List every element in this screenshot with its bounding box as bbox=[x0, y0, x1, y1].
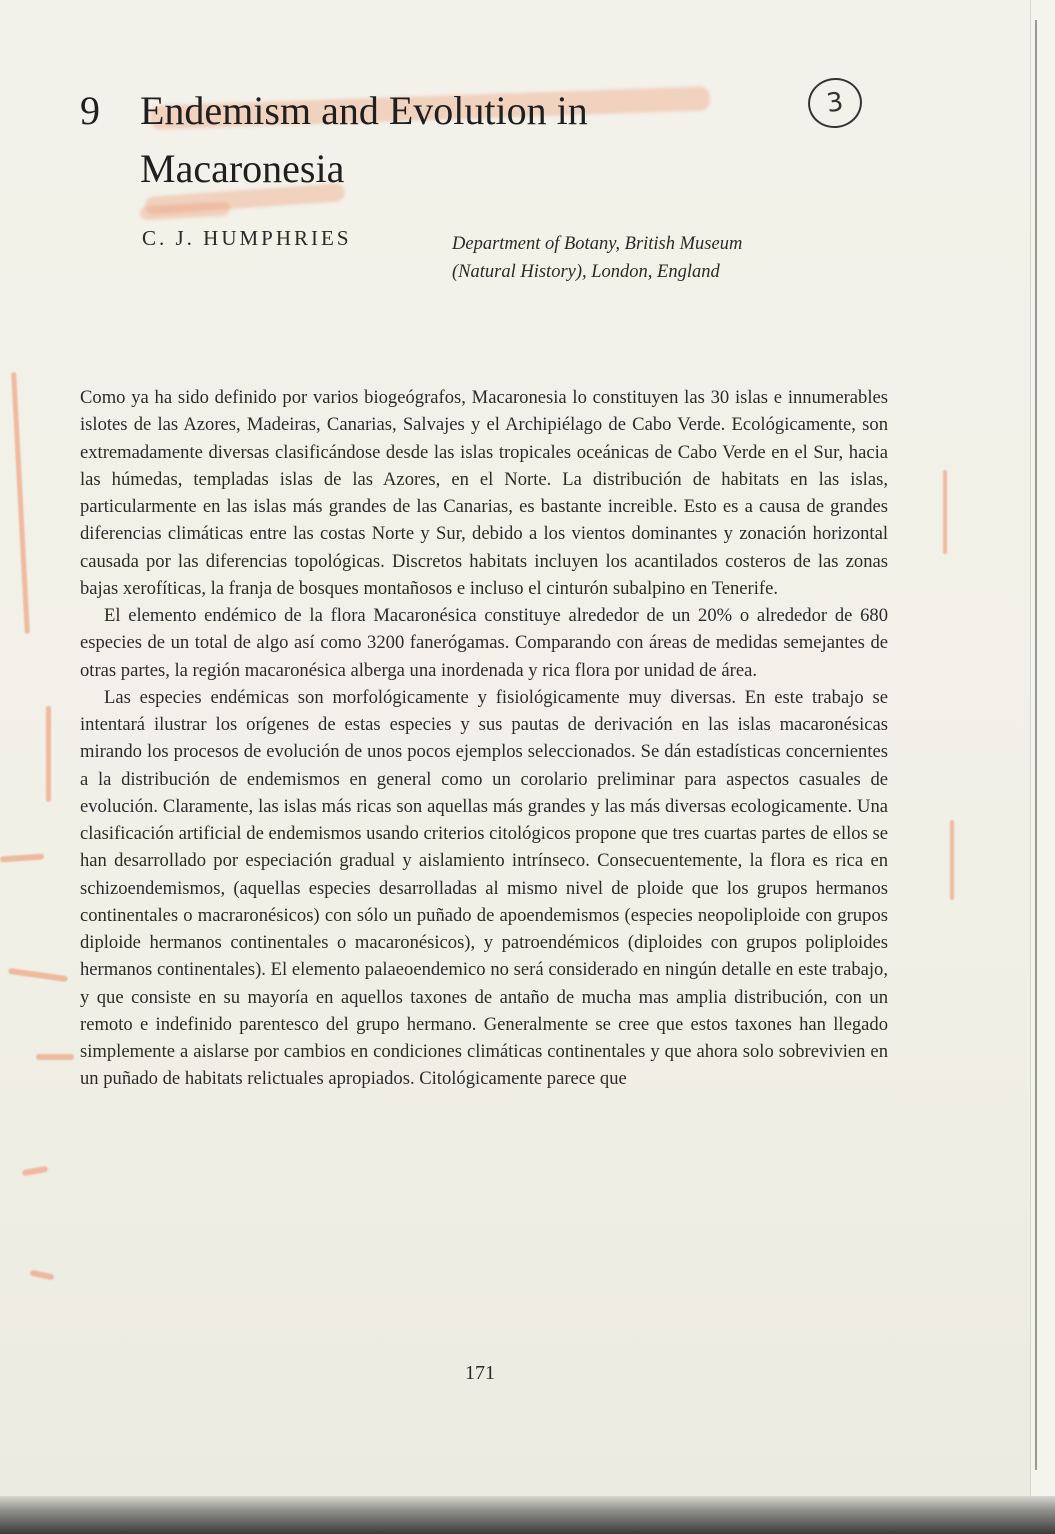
margin-mark-right-1 bbox=[943, 470, 947, 554]
chapter-title bbox=[80, 82, 720, 198]
author-affiliation bbox=[452, 230, 852, 286]
affiliation-line1: Department of Botany, British Museum bbox=[452, 234, 743, 254]
paragraph-2: El elemento endémico de la flora Macaronésica constituye alrededor de un 20% o alrededor de 680 especies de un total de algo así como 3200 fanerógamas. Comparando con áreas de medidas semejantes de otras partes, la región macaronésica alberga una inordenada y rica flora por unidad de área. bbox=[80, 605, 888, 681]
author-name: C. J. HUMPHRIES bbox=[142, 226, 352, 250]
circled-number-annotation: 3 bbox=[805, 74, 865, 131]
chapter-title-line1: Endemism and Evolution in bbox=[140, 88, 588, 133]
margin-mark-left-2 bbox=[46, 706, 51, 802]
margin-mark-h-4 bbox=[22, 1166, 49, 1176]
scan-bottom-edge bbox=[0, 1496, 1055, 1534]
margin-mark-h-2 bbox=[8, 968, 68, 982]
affiliation-line2: (Natural History), London, England bbox=[452, 262, 720, 282]
margin-mark-h-5 bbox=[30, 1270, 55, 1281]
body-text bbox=[80, 384, 888, 1093]
scan-edge-line bbox=[1035, 20, 1037, 1470]
margin-mark-left-1 bbox=[11, 372, 30, 634]
margin-mark-h-1 bbox=[0, 853, 44, 862]
chapter-number: 9 bbox=[80, 88, 100, 133]
margin-mark-right-2 bbox=[950, 820, 954, 900]
paragraph-3: Las especies endémicas son morfológicamente y fisiológicamente muy diversas. En este trabajo se intentará ilustrar los orígenes de estas especies y sus pautas de derivación en las islas macaronésicas mirando los procesos de evolución de unos pocos ejemplos seleccionados. Se dán estadísticas concernientes a la distribución de endemismos en general como un corolario preliminar para aspectos casuales de evolución. Claramente, las islas más ricas son aquellas más grandes y las más diversas ecologicamente. Una clasificación artificial de endemismos usando criterios citológicos propone que tres cuartas partes de ellos se han desarrollado por especiación gradual y aislamiento intrínseco. Consecuentemente, la flora es rica en schizoendemismos, (aquellas especies desarrolladas al mismo nivel de ploide que los grupos hermanos continentales o macraronésicos) con sólo un puñado de apoendemismos (especies neopoliploide con grupos diploide hermanos continentales o macaronésicos), y patroendémicos (diploides con grupos poliploides hermanos continentales). El elemento palaeoendemico no será considerado en ningún detalle en este trabajo, y que consiste en su mayoría en aquellos taxones de antaño de mucha mas amplia distribución, con un remoto e indefinido parentesco del grupo hermano. Generalmente se cree que estos taxones han llegado simplemente a aislarse por cambios en condiciones climáticas continentales y que ahora solo sobrevivien en un puñado de habitats relictuales apropiados. Citológicamente parece que bbox=[80, 686, 888, 1090]
chapter-title-line2: Macaronesia bbox=[140, 146, 345, 191]
margin-mark-h-3 bbox=[36, 1054, 74, 1060]
paragraph-1: Como ya ha sido definido por varios biogeógrafos, Macaronesia lo constituyen las 30 islas e innumerables islotes de las Azores, Madeiras, Canarias, Salvajes y el Archipiélago de Cabo Verde. Ecológicamente, son extremadamente diversas clasificándose desde las islas tropicales oceánicas de Cabo Verde en el Sur, hacia las húmedas, templadas islas de las Azores, en el Norte. La distribución de habitats en las islas, particularmente en las islas más grandes de las Canarias, es bastante increible. Esto es a causa de grandes diferencias climáticas entre las costas Norte y Sur, debido a los vientos dominantes y zonación horizontal causada por las diferencias topológicas. Discretos habitats incluyen los acantilados costeros de las zonas bajas xerofíticas, la franja de bosques montañosos e incluso el cinturón subalpino en Tenerife. bbox=[80, 387, 888, 599]
scan-right-edge bbox=[1030, 0, 1055, 1496]
page-number: 171 bbox=[465, 1362, 495, 1384]
